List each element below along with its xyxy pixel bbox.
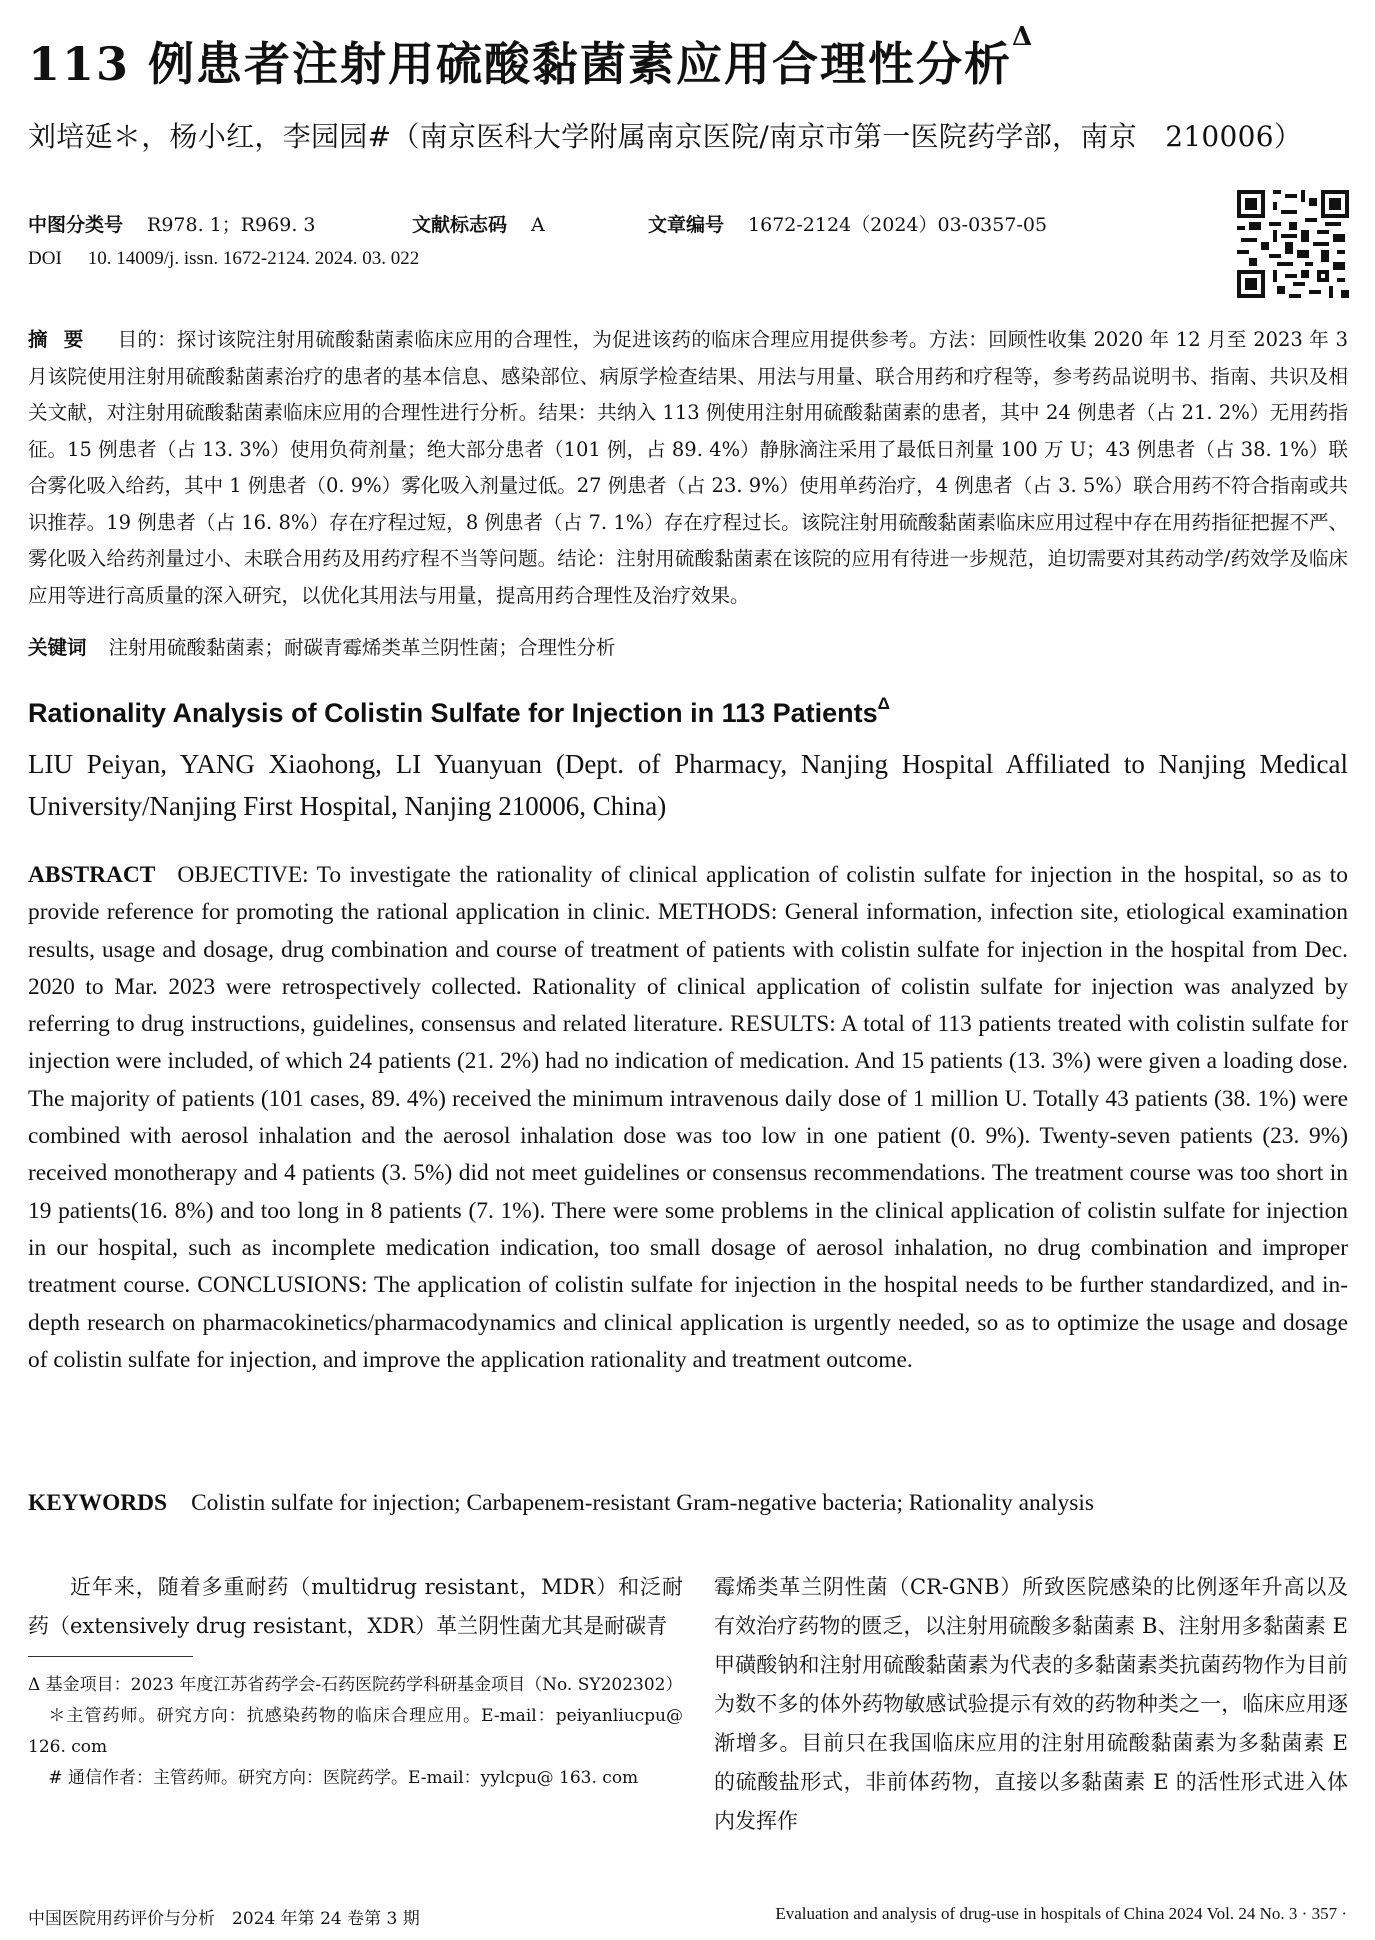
english-abstract xyxy=(28,857,1348,1379)
english-abstract-label: ABSTRACT xyxy=(28,862,156,888)
document-code-value: A xyxy=(531,214,545,236)
qr-code-icon xyxy=(1237,190,1349,298)
english-keywords-text: Colistin sulfate for injection; Carbapenem-resistant Gram-negative bacteria; Rationality analysis xyxy=(191,1490,1094,1516)
article-number xyxy=(648,210,1047,237)
chinese-abstract xyxy=(28,322,1348,614)
footer-journal-chinese: 中国医院用药评价与分析 2024 年第 24 卷第 3 期 xyxy=(28,1909,420,1929)
footnotes xyxy=(28,1670,683,1794)
english-authors: LIU Peiyan, YANG Xiaohong, LI Yuanyuan (Dept. of Pharmacy, Nanjing Hospital Affiliated to Nanjing Medical University/Nanjing First Hospital, Nanjing 210006, China) xyxy=(28,749,1348,821)
article-number-value: 1672-2124（2024）03-0357-05 xyxy=(748,214,1048,236)
footnote-corresponding-author: # 通信作者：主管药师。研究方向：医院药学。E-mail：yylcpu@ 163. com xyxy=(48,1768,639,1788)
article-title xyxy=(28,22,1348,94)
clc-number xyxy=(28,210,316,237)
english-title-text: Rationality Analysis of Colistin Sulfate for Injection in 113 Patients xyxy=(28,698,878,728)
english-keywords xyxy=(28,1490,1358,1517)
document-code xyxy=(412,210,545,237)
chinese-keywords xyxy=(28,632,1348,660)
document-code-label: 文献标志码 xyxy=(412,214,508,236)
footnote-fund: Δ 基金项目：2023 年度江苏省药学会-石药医院药学科研基金项目（No. SY202302） xyxy=(28,1675,683,1695)
english-abstract-text: OBJECTIVE: To investigate the rationality of clinical application of colistin sulfate for injection in the hospital, so as to provide reference for promoting the rational application in clinic. METHODS: General information, infection site, etiological examination results, usage and dosage, drug combination and course of treatment of patients with colistin sulfate for injection in the hospital from Dec. 2020 to Mar. 2023 were retrospectively collected. Rationality of clinical application of colistin sulfate for injection was analyzed by referring to drug instructions, guidelines, consensus and related literature. RESULTS: A total of 113 patients treated with colistin sulfate for injection were included, of which 24 patients (21. 2%) had no indication of medication. And 15 patients (13. 3%) were given a loading dose. The majority of patients (101 cases, 89. 4%) received the minimum intravenous daily dose of 1 million U. Totally 43 patients (38. 1%) were combined with aerosol inhalation and the aerosol inhalation dose was too low in one patient (0. 9%). Twenty-seven patients (23. 9%) received monotherapy and 4 patients (3. 5%) did not meet guidelines or consensus recommendations. The treatment course was too short in 19 patients(16. 8%) and too long in 8 patients (7. 1%). There were some problems in the clinical application of colistin sulfate for injection in our hospital, such as incomplete medication indication, too small dosage of aerosol inhalation, no drug combination and improper treatment course. CONCLUSIONS: The application of colistin sulfate for injection in the hospital needs to be further standardized, and in-depth research on pharmacokinetics/pharmacodynamics and clinical application is urgently needed, so as to optimize the usage and dosage of colistin sulfate for injection, and improve the application rationality and treatment outcome. xyxy=(28,862,1348,1373)
body-left-column xyxy=(28,1568,683,1646)
clc-label: 中图分类号 xyxy=(28,214,124,236)
title-fund-mark: Δ xyxy=(1012,22,1035,52)
clc-value: R978. 1；R969. 3 xyxy=(147,214,316,236)
chinese-abstract-label: 摘要 xyxy=(28,328,100,351)
author-affiliation: 刘培延＊，杨小红，李园园#（南京医科大学附属南京医院/南京市第一医院药学部，南京 210006） xyxy=(28,120,1303,153)
doi-value: 10. 14009/j. issn. 1672-2124. 2024. 03. 022 xyxy=(87,248,420,269)
body-right-column xyxy=(714,1568,1348,1841)
footnote-divider xyxy=(28,1656,193,1657)
doi-label: DOI xyxy=(28,248,62,269)
english-title-fund-mark: Δ xyxy=(877,694,890,713)
doi xyxy=(28,248,419,270)
title-text: 113 例患者注射用硫酸黏菌素应用合理性分析 xyxy=(28,37,1013,91)
body-paragraph: 霉烯类革兰阴性菌（CR-GNB）所致医院感染的比例逐年升高以及有效治疗药物的匮乏，以注射用硫酸多黏菌素 B、注射用多黏菌素 E 甲磺酸钠和注射用硫酸黏菌素为代表的多黏菌素类抗菌药物作为目前为数不多的体外药物敏感试验提示有效的药物种类之一，临床应用逐渐增多。目前只在我国临床应用的注射用硫酸黏菌素为多黏菌素 E 的硫酸盐形式，非前体药物，直接以多黏菌素 E 的活性形式进入体内发挥作 xyxy=(714,1575,1348,1833)
footer-journal-english: Evaluation and analysis of drug-use in hospitals of China 2024 Vol. 24 No. 3 · 357 · xyxy=(775,1904,1347,1923)
chinese-keywords-text: 注射用硫酸黏菌素；耐碳青霉烯类革兰阴性菌；合理性分析 xyxy=(108,636,616,659)
footnote-first-author: ＊主管药师。研究方向：抗感染药物的临床合理应用。E-mail：peiyanliucpu@ 126. com xyxy=(28,1706,683,1757)
english-keywords-label: KEYWORDS xyxy=(28,1490,168,1516)
chinese-keywords-label: 关键词 xyxy=(28,636,87,659)
chinese-abstract-text: 目的：探讨该院注射用硫酸黏菌素临床应用的合理性，为促进该药的临床合理应用提供参考。方法：回顾性收集 2020 年 12 月至 2023 年 3 月该院使用注射用硫酸黏菌素治疗的患者的基本信息、感染部位、病原学检查结果、用法与用量、联合用药和疗程等，参考药品说明书、指南、共识及相关文献，对注射用硫酸黏菌素临床应用的合理性进行分析。结果：共纳入 113 例使用注射用硫酸黏菌素的患者，其中 24 例患者（占 21. 2%）无用药指征。15 例患者（占 13. 3%）使用负荷剂量；绝大部分患者（101 例，占 89. 4%）静脉滴注采用了最低日剂量 100 万 U；43 例患者（占 38. 1%）联合雾化吸入给药，其中 1 例患者（0. 9%）雾化吸入剂量过低。27 例患者（占 23. 9%）使用单药治疗，4 例患者（占 3. 5%）联合用药不符合指南或共识推荐。19 例患者（占 16. 8%）存在疗程过短，8 例患者（占 7. 1%）存在疗程过长。该院注射用硫酸黏菌素临床应用过程中存在用药指征把握不严、雾化吸入给药剂量过小、未联合用药及用药疗程不当等问题。结论：注射用硫酸黏菌素在该院的应用有待进一步规范，迫切需要对其药动学/药效学及临床应用等进行高质量的深入研究，以优化其用法与用量，提高用药合理性及治疗效果。 xyxy=(28,328,1348,607)
body-paragraph: 近年来，随着多重耐药（multidrug resistant，MDR）和泛耐药（extensively drug resistant，XDR）革兰阴性菌尤其是耐碳青 xyxy=(28,1575,683,1638)
article-number-label: 文章编号 xyxy=(648,214,725,236)
english-title xyxy=(28,694,1348,729)
